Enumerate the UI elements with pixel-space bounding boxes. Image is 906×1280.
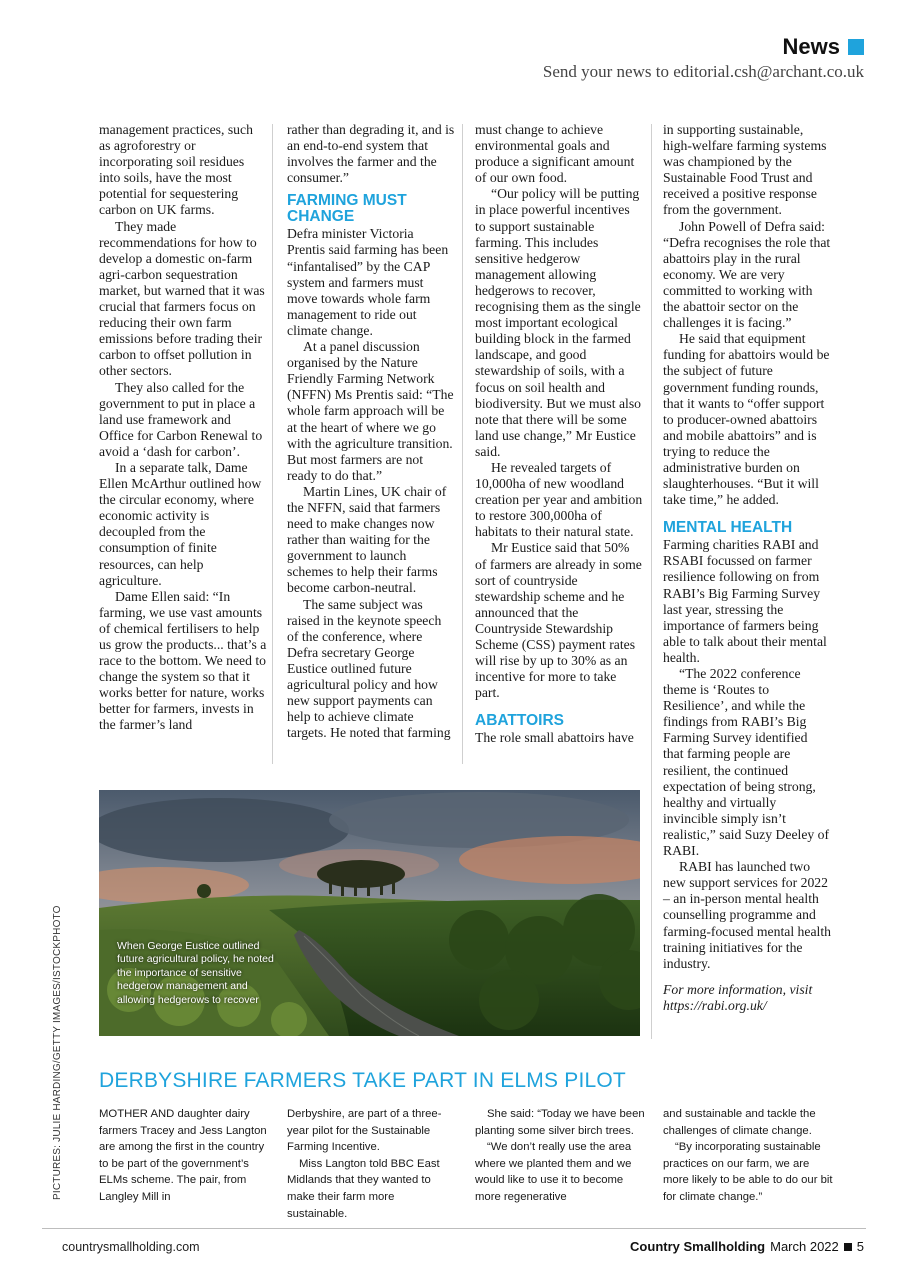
column-rule (651, 124, 652, 1039)
column-rule (272, 124, 273, 764)
paragraph: John Powell of Defra said: “Defra recognises the role that abattoirs play in the rural economy. We are very committed to working with the abattoir sector on the challenges it is facing.” (663, 218, 831, 331)
paragraph: must change to achieve environmental goals and produce a significant amount of our own food. (475, 122, 635, 186)
paragraph: In a separate talk, Dame Ellen McArthur outlined how the circular economy, where economic activity is decoupled from the consumption of finite resources, can help agriculture. (99, 459, 262, 588)
paragraph: in supporting sustainable, high-welfare farming systems was championed by the Sustainable Food Trust and received a positive response from the government. (663, 122, 827, 218)
paragraph: He said that equipment funding for abattoirs would be the subject of future government funding rounds, that it wants to “offer support to producer-owned abattoirs and mobile abattoirs” and is trying to reduce the administrative burden on slaughterhouses. “But it will take time,” he added. (663, 331, 830, 508)
section-header (543, 34, 864, 82)
footer-folio (630, 1239, 864, 1254)
magazine-name: Country Smallholding (630, 1239, 766, 1254)
paragraph: At a panel discussion organised by the Nature Friendly Farming Network (NFFN) Ms Prentis said: “The whole farm approach will be at the heart of where we go with the agriculture transition. But most farmers are not ready to do that.” (287, 339, 454, 483)
paragraph: They made recommendations for how to develop a domestic on-farm agri-carbon sequestration market, but warned that it was crucial that farmers focus on reducing their own farm emissions before trading their carbon to offset pollution in other sectors. (99, 218, 265, 379)
subheading-farming-must-change: FARMING MUST CHANGE (287, 192, 407, 226)
footer-rule (42, 1228, 866, 1229)
article-column-4 (663, 122, 831, 1014)
paragraph: Mr Eustice said that 50% of farmers are already in some sort of countryside stewardship scheme and he announced that the Countryside Stewardship Scheme (CSS) payment rates will rise by up to 30% as an incentive for more to take part. (475, 540, 642, 701)
footer-website[interactable]: countrysmallholding.com (62, 1240, 200, 1254)
paragraph: “The 2022 conference theme is ‘Routes to Resilience’, and while the findings from RABI’s Big Farming Survey identified that farming people are resilient, the continued expectation of being strong, healthy and virtually invincible simply isn’t realistic,” said Suzy Deeley of RABI. (663, 666, 830, 859)
paragraph: They also called for the government to put in place a land use framework and Office for Carbon Renewal to avoid a ‘dash for carbon’. (99, 379, 263, 459)
issue-date: March 2022 (770, 1239, 839, 1254)
submit-news-line: Send your news to editorial.csh@archant.co.uk (542, 62, 864, 81)
paragraph: MOTHER AND daughter dairy farmers Tracey and Jess Langton are among the first in the country to be part of the government’s ELMs scheme. The pair, from Langley Mill in (99, 1108, 267, 1203)
paragraph: The role small abattoirs have (475, 730, 634, 746)
paragraph: Dame Ellen said: “In farming, we use vast amounts of chemical fertilisers to help us grow the products... that’s a race to the bottom. We need to change the system so that it works better for nature, works better for farmers, invests in the farmer’s land (99, 588, 267, 733)
section-square-icon (848, 39, 864, 55)
subheading-mental-health: MENTAL HEALTH (663, 519, 793, 537)
paragraph: She said: “Today we have been planting some silver birch trees. (475, 1108, 645, 1137)
feature-column-3 (475, 1106, 645, 1206)
article-column-1 (99, 122, 267, 734)
picture-credit: PICTURES: JULIE HARDING/GETTY IMAGES/ISTOCKPHOTO (52, 905, 63, 1200)
more-info-link[interactable]: For more information, visit https://rabi.org.uk/ (663, 981, 813, 1013)
page-number: 5 (856, 1239, 864, 1254)
paragraph: “Our policy will be putting in place powerful incentives to support sustainable farming. This includes sensitive hedgerow management allowing hedgerows to recover, recognising them as the single most important ecological building block in the farmed landscape, and good stewardship of soils, with a focus on soil health and biodiversity. But we must also note that there will be some land use change,” Mr Eustice said. (475, 186, 642, 459)
folio-square-icon (844, 1243, 852, 1251)
subheading-abattoirs: ABATTOIRS (475, 712, 564, 730)
section-label: News (782, 34, 840, 59)
paragraph: “We don’t really use the area where we planted them and we would like to use it to become more regenerative (475, 1141, 632, 1203)
section-title (783, 34, 864, 60)
paragraph: Miss Langton told BBC East Midlands that they wanted to make their farm more sustainable. (287, 1157, 440, 1220)
paragraph: Martin Lines, UK chair of the NFFN, said that farmers need to make changes now rather than waiting for the government to launch schemes to help their farms become carbon-neutral. (287, 483, 447, 596)
column-rule (462, 124, 463, 764)
article-column-2 (287, 122, 455, 741)
paragraph: management practices, such as agroforestry or incorporating soil residues into soils, have the most potential for sequestering carbon on UK farms. (99, 122, 253, 218)
paragraph: Derbyshire, are part of a three-year pilot for the Sustainable Farming Incentive. (287, 1108, 442, 1154)
paragraph: “By incorporating sustainable practices on our farm, we are more likely to be able to do our bit for climate change.” (663, 1141, 833, 1203)
feature-column-1 (99, 1106, 269, 1206)
paragraph: RABI has launched two new support services for 2022 – an in-person mental health counselling programme and farming-focused mental health training initiatives for the industry. (663, 859, 831, 971)
article-column-3 (475, 122, 643, 746)
paragraph: Defra minister Victoria Prentis said farming has been “infantalised” by the CAP system and farmers must move towards whole farm management to ride out climate change. (287, 226, 449, 338)
feature-headline: DERBYSHIRE FARMERS TAKE PART IN ELMS PILOT (99, 1069, 626, 1092)
hedgerow-lane-photo (99, 790, 640, 1036)
paragraph: and sustainable and tackle the challenges of climate change. (663, 1108, 816, 1137)
paragraph: The same subject was raised in the keynote speech of the conference, where Defra secretary George Eustice outlined future agricultural policy and how new support payments can help to achieve climate targets. He noted that farming (287, 596, 451, 741)
paragraph: He revealed targets of 10,000ha of new woodland creation per year and ambition to restore 300,000ha of habitats to their natural state. (475, 459, 643, 540)
paragraph: Farming charities RABI and RSABI focussed on farmer resilience following on from RABI’s Big Farming Survey last year, stressing the importance of farmers being able to talk about their mental health. (663, 537, 827, 665)
feature-column-2 (287, 1106, 457, 1222)
feature-column-4 (663, 1106, 833, 1206)
paragraph: rather than degrading it, and is an end-to-end system that involves the farmer and the consumer.” (287, 122, 455, 186)
photo-caption: When George Eustice outlined future agricultural policy, he noted the importance of sensitive hedgerow management and allowing hedgerows to recover (117, 940, 274, 1006)
